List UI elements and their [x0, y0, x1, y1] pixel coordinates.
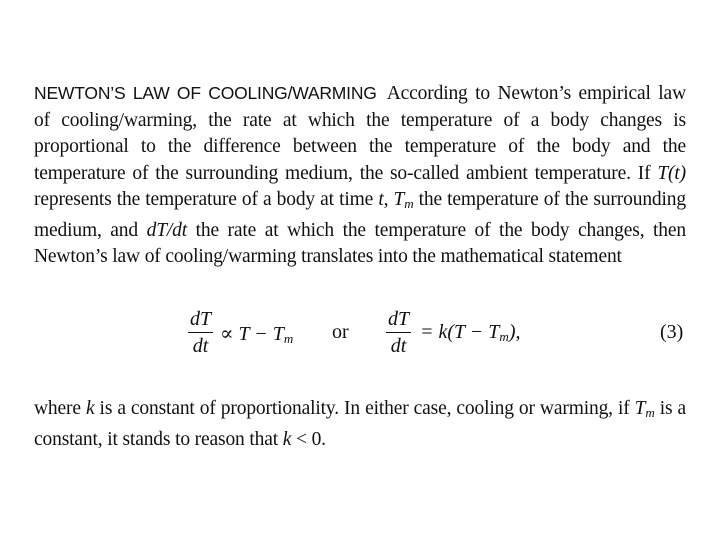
math-k: k	[85, 398, 95, 419]
fraction-bar	[188, 332, 213, 333]
expression-text: = k(T − T	[420, 321, 500, 343]
paragraph-constant-k	[34, 396, 686, 453]
fraction-numerator: dT	[388, 308, 410, 330]
paragraph-text: < 0.	[291, 428, 326, 450]
section-heading: NEWTON’S LAW OF COOLING/WARMING	[34, 83, 377, 103]
math-Tm: T	[634, 398, 646, 419]
math-t: t	[378, 189, 384, 210]
math-subscript-m: m	[404, 196, 414, 211]
paragraph-text: is a constant of proportionality. In either case, cooling or warming, if	[94, 398, 635, 419]
fraction-denominator: dt	[192, 335, 209, 357]
fraction-dT-dt-right	[386, 308, 411, 357]
equality-expression	[420, 321, 520, 345]
paragraph-text: is a constant, it stands to reason that	[34, 398, 686, 450]
math-k: k	[282, 428, 292, 450]
math-T-of-t: T(t)	[657, 162, 686, 184]
fraction-numerator: dT	[190, 308, 212, 330]
paragraph-text: represents the temperature of a body at time	[34, 189, 379, 210]
expression-text: ),	[508, 321, 521, 343]
math-subscript-m: m	[283, 331, 294, 346]
math-subscript-m: m	[645, 405, 655, 420]
proportional-expression	[220, 321, 293, 347]
paragraph-text: the temperature of the surrounding medium, and	[34, 189, 686, 241]
paragraph-text: the rate at which the temperature of the body changes, then Newton’s law of cooling/warming translates into the mathematical statement	[34, 219, 687, 267]
math-subscript-m: m	[499, 329, 509, 344]
math-dTdt: dT/dt	[146, 219, 188, 241]
equation-number: (3)	[660, 321, 684, 343]
expression-text: ∝ T − T	[220, 323, 284, 345]
math-Tm: T	[393, 189, 405, 210]
equation-3	[0, 304, 720, 368]
paragraph-newtons-law	[34, 80, 686, 271]
fraction-bar	[386, 332, 411, 333]
fraction-dT-dt-left	[188, 308, 213, 357]
or-word: or	[332, 321, 349, 343]
paragraph-text: According to Newton’s empirical law of cooling/warming, the rate at which the temperature of a body changes is proportional to the difference between the temperature of the body and the temperature of the surrounding medium, the so-called ambient temperature. If	[34, 83, 686, 184]
paragraph-text: where	[34, 398, 86, 419]
paragraph-text: ,	[383, 189, 394, 210]
fraction-denominator: dt	[390, 335, 407, 357]
